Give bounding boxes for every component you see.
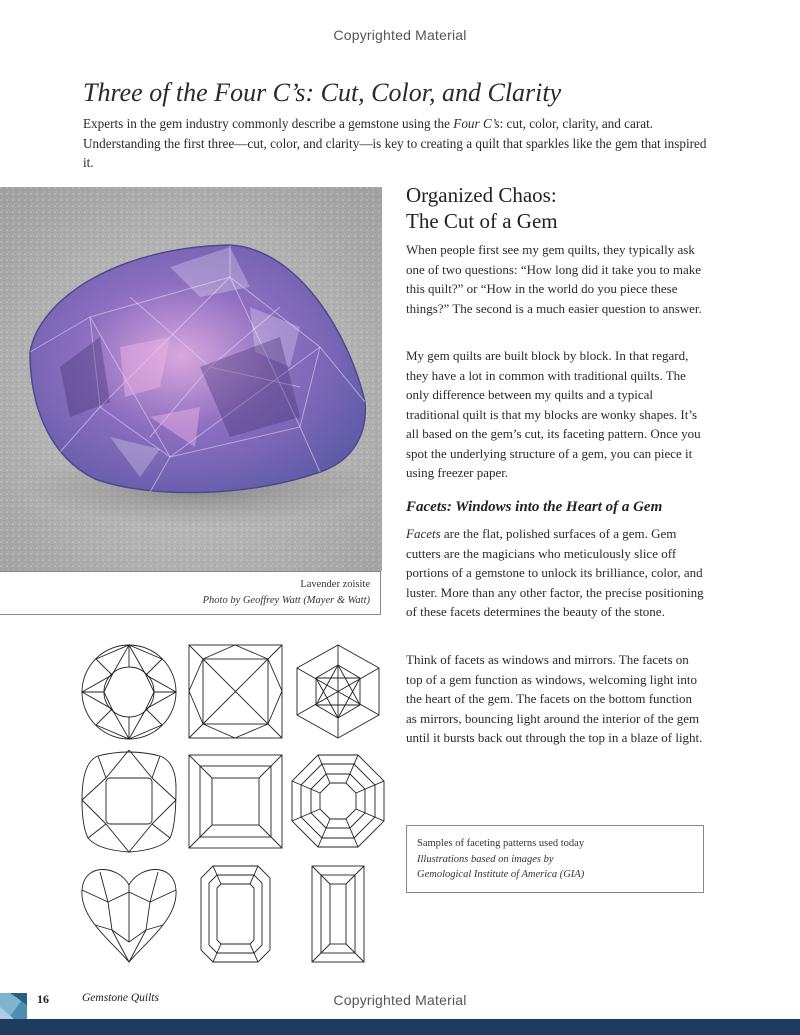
photo-credit: Photo by Geoffrey Watt (Mayer & Watt) — [202, 595, 370, 606]
baguette-cut-icon — [312, 866, 364, 962]
lavender-zoisite-gem-photo — [0, 187, 382, 571]
photo-caption-box — [0, 571, 381, 615]
cushion-cut-icon — [82, 750, 176, 852]
body-paragraph-3-text: are the flat, polished surfaces of a gem. Gem cutters are the magicians who meticulously slice off portions of a gemstone to unlock its brilliance, color, and luster. More than any other factor, the precise positioning of these facets determines the beauty of the stone. — [406, 526, 704, 619]
copyright-watermark-top: Copyrighted Material — [333, 27, 467, 43]
square-step-cut-icon — [189, 755, 282, 848]
patterns-caption-box — [406, 825, 704, 893]
body-paragraph-4: Think of facets as windows and mirrors. The facets on top of a gem function as windows, welcoming light into the heart of the gem. The facets on the bottom function as mirrors, bouncing light around the interior of the gem until it bursts back out through the top in a blaze of light. — [406, 652, 703, 745]
facets-term: Facets — [406, 526, 441, 541]
body-paragraph-1: When people first see my gem quilts, they typically ask one of two questions: “How long did it take you to make this quilt?” or “How in the world do you piece these things?” The second is a much easier question to answer. — [406, 242, 702, 316]
intro-text-start: Experts in the gem industry commonly describe a gemstone using the — [83, 116, 454, 131]
section-title-line-1: Organized Chaos: — [406, 183, 557, 207]
princess-cut-icon — [189, 645, 282, 738]
intro-text-end: : cut, color, clarity, and carat. Understanding the first three—cut, color, and clarity—is key to creating a quilt that sparkles like the gem that inspired it. — [83, 116, 707, 170]
section-title — [406, 182, 558, 234]
gem-photo — [0, 187, 382, 571]
round-cut-icon — [82, 645, 176, 739]
footer-bar — [0, 1019, 800, 1035]
intro-paragraph — [83, 114, 713, 173]
facets-heading: Facets: Windows into the Heart of a Gem — [406, 499, 663, 515]
photo-caption: Lavender zoisite — [300, 579, 370, 590]
intro-emphasis: Four C’s — [453, 116, 500, 131]
faceting-patterns-grid — [0, 640, 400, 975]
body-paragraph-3 — [406, 524, 706, 622]
octagon-cut-icon — [292, 755, 384, 847]
heart-cut-icon — [82, 869, 176, 962]
page-number: 16 — [37, 992, 49, 1006]
patterns-credit-line-1: Illustrations based on images by — [417, 853, 554, 865]
patterns-caption: Samples of faceting patterns used today — [417, 838, 585, 849]
copyright-watermark-bottom: Copyrighted Material — [333, 992, 467, 1008]
section-title-line-2: The Cut of a Gem — [406, 209, 558, 233]
page-title: Three of the Four C’s: Cut, Color, and Clarity — [83, 78, 562, 107]
emerald-cut-icon — [201, 866, 270, 962]
hexagon-cut-icon — [297, 645, 379, 738]
running-footer-title: Gemstone Quilts — [82, 992, 159, 1004]
patterns-credit-line-2: Gemological Institute of America (GIA) — [417, 869, 585, 880]
body-paragraph-2: My gem quilts are built block by block. In that regard, they have a lot in common with traditional quilts. The only difference between my quilts and a typical traditional quilt is that my blocks are wonky shapes. It’s all based on the gem’s cut, its faceting pattern. Once you spot the underlying structure of a gem, you can piece it using freezer paper. — [406, 348, 701, 480]
